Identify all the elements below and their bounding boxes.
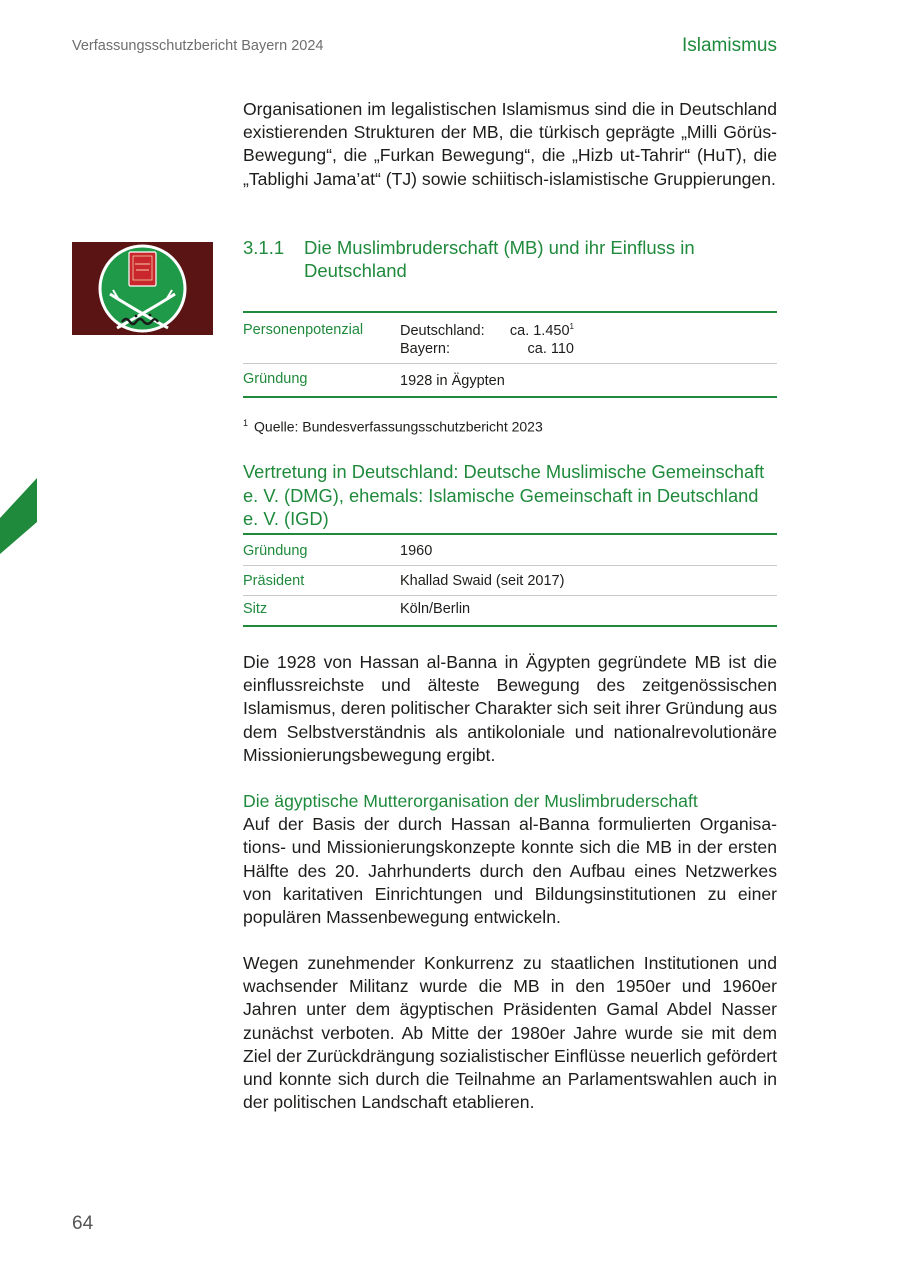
- body-block-2: [243, 790, 777, 929]
- deutschland-label: Deutschland:: [400, 323, 485, 339]
- table-label: Sitz: [243, 601, 268, 617]
- table-value: 1928 in Ägypten: [400, 373, 505, 389]
- table-label: Gründung: [243, 371, 308, 387]
- table-value: Khallad Swaid (seit 2017): [400, 573, 565, 589]
- table-label: Personenpotenzial: [243, 322, 364, 338]
- table-row: [243, 596, 777, 625]
- footnote-ref: 1: [569, 322, 574, 332]
- table-row: [243, 535, 777, 566]
- table-row: [243, 364, 777, 396]
- body-paragraph: Die 1928 von Hassan al-Banna in Ägypten gegründete MB ist die einflussreichste und älteste Bewegung des zeitgenössischen Islamismus, deren politischer Charakter sich seit ihrer Gründung aus dem Selbstverständnis als antikoloniale und nationalrevolutionäre Missionierungsbewegung ergibt.: [243, 652, 777, 765]
- table-value: Köln/Berlin: [400, 601, 471, 617]
- body-paragraph: Auf der Basis der durch Hassan al-Banna formulierten Organisations- und Missionierungskonzepte konnte sich die MB in der ersten Hälfte des 20. Jahrhunderts durch den Aufbau eines Netzwerkes von karitativen Einrichtungen und Bildungsinstitutionen zu einer populären Massenbewegung entwickeln.: [243, 814, 777, 928]
- table-row: [243, 566, 777, 596]
- body-paragraph: Wegen zunehmender Konkurrenz zu staatlichen Institutionen und wachsender Militanz wurde die MB in den 1950er und 1960er Jahren unter dem ägyptischen Präsidenten Gamal Abdel Nasser zunächst verboten. Ab Mitte der 1980er Jahre wurde sie mit dem Ziel der Zurückdrängung sozialistischer Einflüsse neuerlich gefördert und konnte sich durch die Teilnahme an Parlamentswahlen auch in der politischen Landschaft etablieren.: [243, 953, 777, 1113]
- page-number: 64: [72, 1213, 94, 1234]
- subsection-heading: Die ägyptische Mutterorganisation der Muslimbruderschaft: [243, 791, 698, 811]
- deutschland-value: ca. 1.450: [509, 323, 570, 339]
- section-number: 3.1.1: [243, 237, 285, 258]
- chapter-side-tab: [0, 478, 37, 554]
- section-title: Die Muslimbruderschaft (MB) und ihr Einfluss in Deutschland: [304, 237, 695, 281]
- vertretung-heading: Vertretung in Deutschland: Deutsche Muslimische Gemeinschaft e. V. (DMG), ehemals: Islamische Gemeinschaft in Deutschland e. V. (IGD): [243, 461, 765, 529]
- bayern-label: Bayern:: [400, 341, 450, 357]
- fact-table-dmg: [243, 533, 777, 627]
- intro-paragraph: Organisationen im legalistischen Islamismus sind die in Deutschland existierenden Strukturen der MB, die türkisch geprägte „Milli Görüs-Bewegung“, die „Furkan Bewegung“, die „Hizb ut-Tahrir“ (HuT), die „Tablighi Jama’at“ (TJ) sowie schiitisch-islamistische Gruppierungen.: [243, 99, 777, 189]
- table-label: Gründung: [243, 543, 308, 559]
- intro-block: [243, 98, 777, 191]
- fact-table-mb: [243, 311, 777, 398]
- chapter-label: Islamismus: [681, 35, 777, 56]
- personenpotenzial-values: [400, 322, 777, 358]
- footnote: [243, 418, 543, 435]
- table-value: 1960: [400, 543, 433, 559]
- table-label: Präsident: [243, 573, 305, 589]
- footnote-mark: 1: [243, 418, 249, 428]
- table-row: [243, 313, 777, 364]
- running-header-title: Verfassungsschutzbericht Bayern 2024: [72, 38, 324, 54]
- body-block-1: [243, 651, 777, 767]
- muslim-brotherhood-emblem-icon: [72, 242, 213, 335]
- body-block-3: [243, 952, 777, 1114]
- section-heading: [243, 236, 777, 282]
- bayern-value: ca. 110: [527, 341, 574, 357]
- footnote-text: Quelle: Bundesverfassungsschutzbericht 2023: [254, 418, 543, 435]
